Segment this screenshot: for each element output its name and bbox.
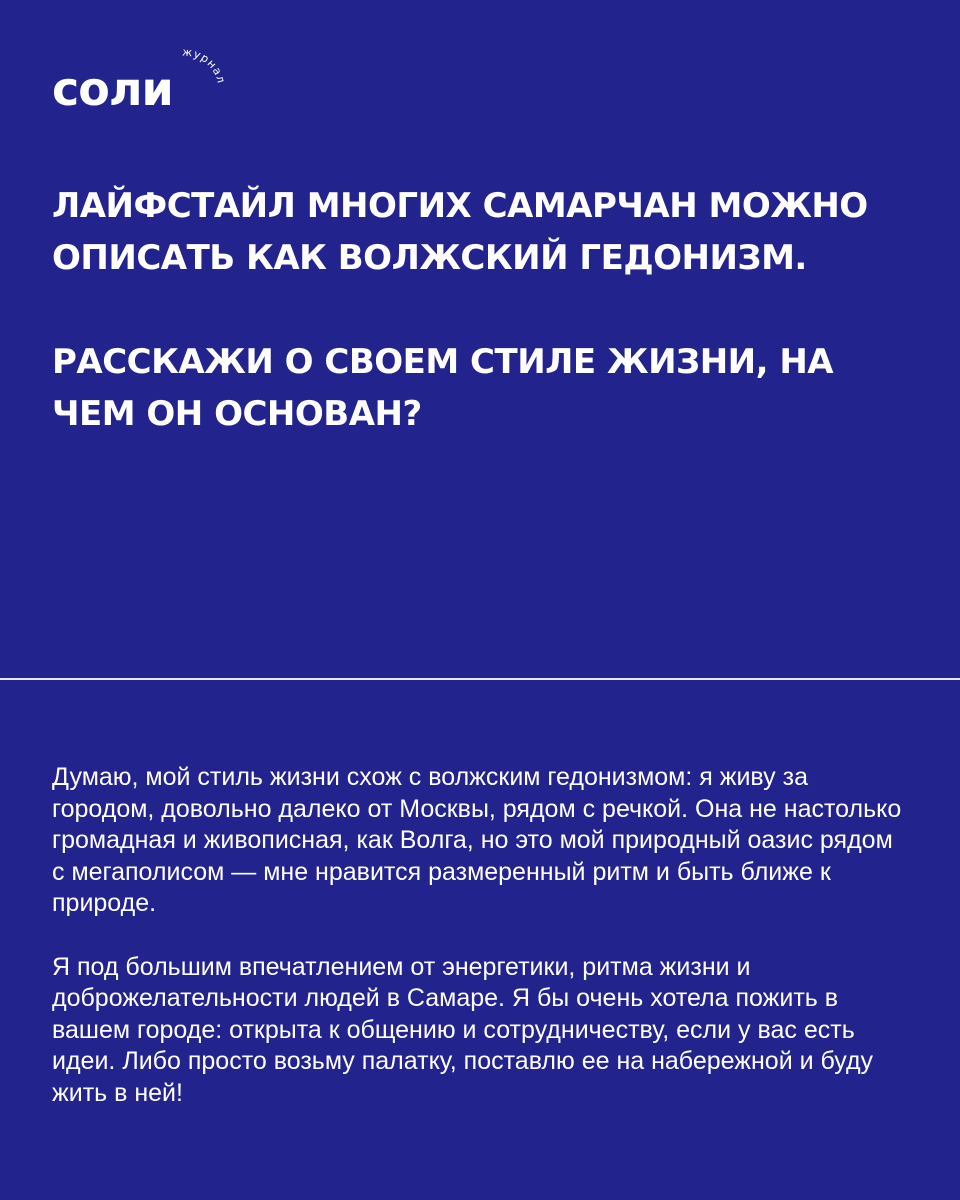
brand-logo xyxy=(52,44,252,114)
question-paragraph-2: РАССКАЖИ О СВОЕМ СТИЛЕ ЖИЗНИ, НА ЧЕМ ОН ОСНОВАН? xyxy=(52,342,834,434)
brand-wordmark: соли xyxy=(52,62,173,116)
answer-paragraph-1: Думаю, мой стиль жизни схож с волжским гедонизмом: я живу за городом, довольно далеко от Москвы, рядом с речкой. Она не настолько громадная и живописная, как Волга, но это мой природный оазис рядом с мегаполисом — мне нравится размеренный ритм и быть ближе к природе. xyxy=(52,763,902,917)
brand-tagline-text: журнал xyxy=(181,45,228,86)
question-paragraph-1: ЛАЙФСТАЙЛ МНОГИХ САМАРЧАН МОЖНО ОПИСАТЬ КАК ВОЛЖСКИЙ ГЕДОНИЗМ. xyxy=(52,186,868,278)
brand-tagline xyxy=(172,44,272,114)
svg-text:журнал xyxy=(182,46,228,86)
section-divider xyxy=(0,678,960,680)
interview-question xyxy=(52,180,912,440)
answer-paragraph-2: Я под большим впечатлением от энергетики, ритма жизни и доброжелательности людей в Самаре. Я бы очень хотела пожить в вашем городе: открыта к общению и сотрудничеству, если у вас есть идеи. Либо просто возьму палатку, поставлю ее на набережной и буду жить в ней! xyxy=(52,952,874,1107)
interview-answer xyxy=(52,762,912,1109)
